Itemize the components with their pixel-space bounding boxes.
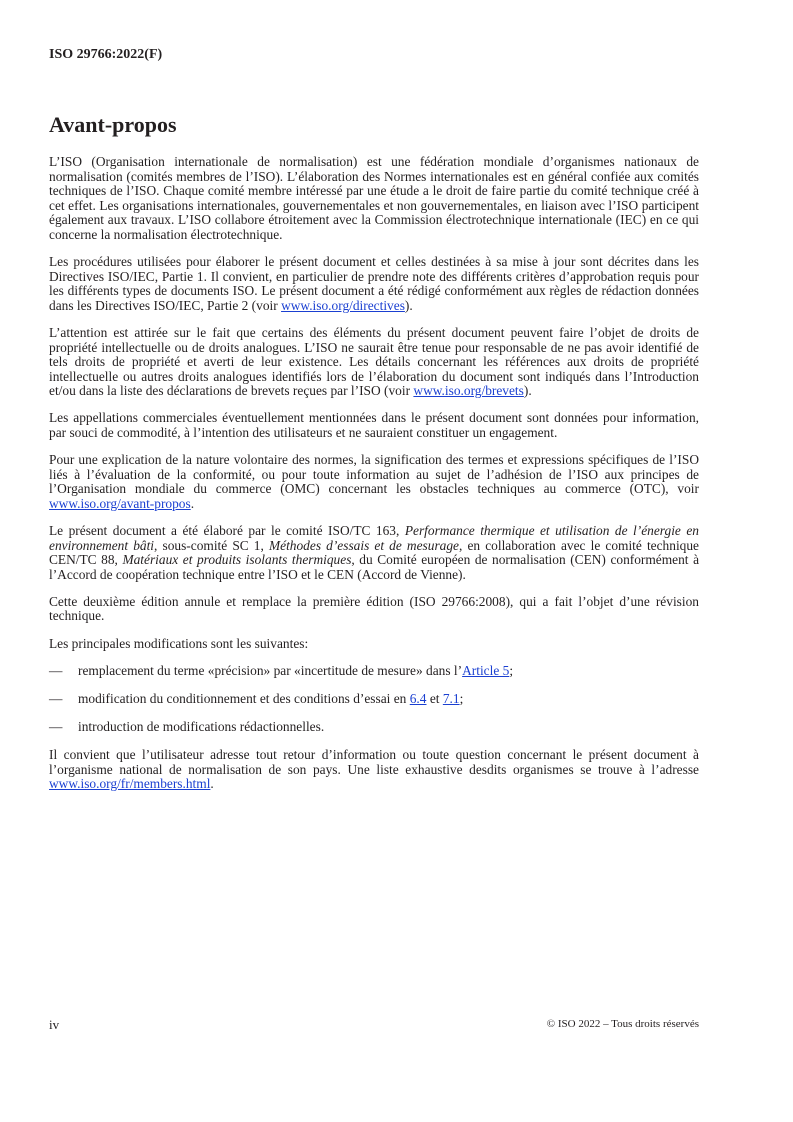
link[interactable]: www.iso.org/brevets xyxy=(413,383,524,399)
italic-text: Matériaux et produits isolants thermiques xyxy=(122,552,352,568)
list-item xyxy=(49,692,699,707)
link[interactable]: www.iso.org/directives xyxy=(281,297,405,313)
text: ). xyxy=(523,383,532,399)
text: . xyxy=(210,776,214,792)
document-id: ISO 29766:2022(F) xyxy=(49,47,163,62)
list-item xyxy=(49,720,699,735)
text: Pour une explication de la nature volontaire des normes, la signification des termes et expressions spécifiques de l’ISO liés à l’évaluation de la conformité, ou pour toute information au sujet de l’adhésion de l’ISO aux principes de l’Organisation mondiale du commerce (OMC) concernant les obstacles techniques au commerce (OTC), voir xyxy=(49,452,699,497)
text: , sous-comité SC 1, xyxy=(154,537,269,553)
paragraph xyxy=(49,255,699,313)
list-item-text xyxy=(78,692,463,707)
link[interactable]: www.iso.org/fr/members.html xyxy=(49,776,211,792)
italic-text: Performance thermique et utilisation de l’énergie en environnement bâti xyxy=(49,522,699,553)
dash-bullet: — xyxy=(49,662,63,678)
paragraph xyxy=(49,748,699,792)
text: et xyxy=(426,690,443,706)
list-item-text xyxy=(78,720,324,735)
link[interactable]: 6.4 xyxy=(409,690,427,706)
text: modification du conditionnement et des conditions d’essai en xyxy=(78,690,410,706)
text: . xyxy=(190,495,195,511)
list-item xyxy=(49,664,699,679)
text: ; xyxy=(509,662,514,678)
link[interactable]: www.iso.org/avant-propos xyxy=(49,495,191,511)
text: introduction de modifications rédactionnelles. xyxy=(78,718,325,734)
text: Le présent document a été élaboré par le comité ISO/TC 163, xyxy=(49,522,405,538)
page-title: Avant-propos xyxy=(49,112,177,137)
dash-bullet: — xyxy=(49,690,63,706)
text: Il convient que l’utilisateur adresse tout retour d’information ou toute question concernant le présent document à l’organisme national de normalisation de son pays. Une liste exhaustive desdits organismes se trouve à l’adresse xyxy=(49,746,699,777)
link[interactable]: 7.1 xyxy=(442,690,460,706)
paragraph xyxy=(49,637,699,652)
italic-text: Méthodes d’essais et de mesurage xyxy=(268,537,459,553)
text: Les procédures utilisées pour élaborer le présent document et celles destinées à sa mise à jour sont décrites dans les Directives ISO/IEC, Partie 1. Il convient, en particulier de prendre note des différents critères d’approbation requis pour les différents types de documents ISO. Le présent document a été rédigé conformément aux règles de rédaction données dans les Directives ISO/IEC, Partie 2 (voir xyxy=(49,254,699,313)
link[interactable]: Article 5 xyxy=(462,662,510,678)
foreword-body xyxy=(49,155,699,804)
paragraph xyxy=(49,411,699,440)
copyright: © ISO 2022 – Tous droits réservés xyxy=(546,1018,699,1030)
page-number: iv xyxy=(49,1017,60,1032)
text: ; xyxy=(459,690,464,706)
text: L’ISO (Organisation internationale de normalisation) est une fédération mondiale d’organismes nationaux de normalisation (comités membres de l’ISO). L’élaboration des Normes internationales est en général confiée aux comités techniques de l’ISO. Chaque comité membre intéressé par une étude a le droit de faire partie du comité technique créé à cet effet. Les organisations internationales, gouvernementales et non gouvernementales, en liaison avec l’ISO participent également aux travaux. L’ISO collabore étroitement avec la Commission électrotechnique internationale (IEC) en ce qui concerne la normalisation électrotechnique. xyxy=(49,154,699,242)
text: Les appellations commerciales éventuellement mentionnées dans le présent document sont données pour information, par souci de commodité, à l’intention des utilisateurs et ne sauraient constituer un engagement. xyxy=(49,410,699,440)
text: Cette deuxième édition annule et remplace la première édition (ISO 29766:2008), qui a fait l’objet d’une révision technique. xyxy=(49,593,699,624)
text: L’attention est attirée sur le fait que certains des éléments du présent document peuvent faire l’objet de droits de propriété intellectuelle ou de droits analogues. L’ISO ne saurait être tenue pour responsable de ne pas avoir identifié de tels droits de propriété et averti de leur existence. Les détails concernant les références aux droits de propriété intellectuelle ou autres droits analogues identifiés lors de l’élaboration du document sont indiqués dans l’Introduction et/ou dans la liste des déclarations de brevets reçues par l’ISO (voir xyxy=(49,324,699,399)
list-item-text xyxy=(78,664,513,679)
text: remplacement du terme «précision» par «incertitude de mesure» dans l’ xyxy=(78,662,463,678)
text: , du Comité européen de normalisation (CEN) conformément à l’Accord de coopération technique entre l’ISO et le CEN (Accord de Vienne). xyxy=(49,552,700,582)
text: , en collaboration avec le comité technique CEN/TC 88, xyxy=(49,537,699,568)
dash-bullet: — xyxy=(49,718,63,734)
text: Les principales modifications sont les suivantes: xyxy=(49,635,309,651)
paragraph xyxy=(49,524,699,582)
paragraph xyxy=(49,595,699,624)
paragraph xyxy=(49,155,699,243)
text: ). xyxy=(404,297,413,313)
paragraph xyxy=(49,453,699,511)
paragraph xyxy=(49,326,699,399)
